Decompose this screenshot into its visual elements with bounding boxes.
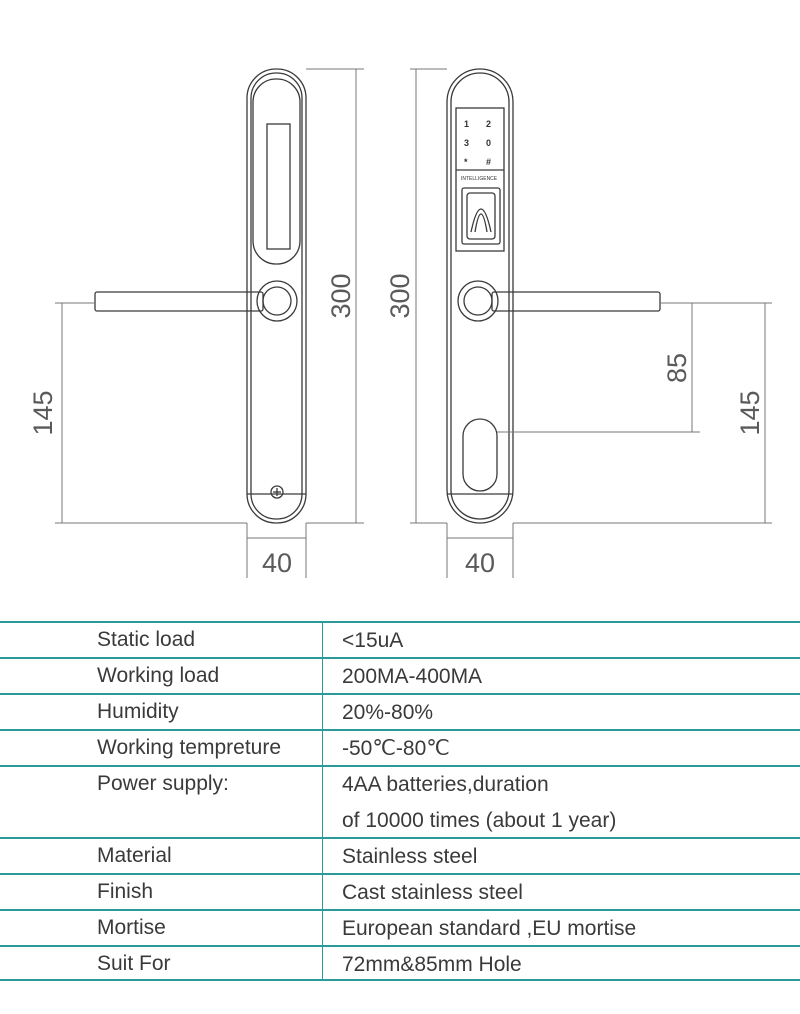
spec-key: Suit For — [97, 952, 171, 975]
spec-value: Stainless steel — [342, 845, 478, 868]
right-height-dimension: 300 — [385, 273, 415, 319]
left-lock-body — [247, 69, 306, 523]
right-handle — [458, 281, 660, 321]
left-width-dimension: 40 — [261, 548, 293, 578]
spec-key: Material — [97, 844, 172, 867]
spec-key: Working tempreture — [97, 736, 282, 759]
right-lock-body — [447, 69, 513, 523]
keypad-key: 3 — [464, 138, 470, 148]
spec-row — [0, 873, 800, 909]
spec-key: Finish — [97, 880, 154, 903]
spec-value: European standard ,EU mortise — [342, 917, 637, 940]
keypad-key: 2 — [486, 119, 492, 129]
right-width-dimension: 40 — [464, 548, 496, 578]
left-handle-offset-dimension: 145 — [28, 390, 58, 436]
keyhole-offset-dimension: 85 — [662, 352, 692, 384]
spec-row — [0, 765, 800, 837]
spec-value: 72mm&85mm Hole — [342, 953, 522, 976]
spec-key: Working load — [97, 664, 220, 687]
keypad-key: * — [464, 157, 468, 167]
spec-row — [0, 693, 800, 729]
spec-row — [0, 945, 800, 981]
spec-key: Humidity — [97, 700, 179, 723]
spec-key: Static load — [97, 628, 196, 651]
spec-key: Mortise — [97, 916, 166, 939]
dimension-lines — [55, 69, 772, 578]
spec-value: 4AA batteries,duration — [342, 773, 549, 796]
spec-row — [0, 657, 800, 693]
spec-key: Power supply: — [97, 772, 229, 795]
brand-label: INTELLIGENCE — [461, 176, 498, 182]
spec-value: 20%-80% — [342, 701, 434, 724]
left-screw-icon — [271, 486, 283, 498]
keyhole-slot — [463, 419, 497, 491]
spec-row — [0, 729, 800, 765]
spec-table — [0, 621, 800, 981]
spec-row — [0, 837, 800, 873]
left-handle — [95, 281, 297, 321]
spec-value: <15uA — [342, 629, 404, 652]
spec-value: 200MA-400MA — [342, 665, 483, 688]
spec-row — [0, 621, 800, 657]
keypad-key: 0 — [486, 138, 492, 148]
spec-row — [0, 909, 800, 945]
right-handle-offset-dimension: 145 — [735, 390, 765, 436]
left-height-dimension: 300 — [326, 273, 356, 319]
keypad-key: # — [486, 157, 492, 167]
spec-value: Cast stainless steel — [342, 881, 523, 904]
keypad-key: 1 — [464, 119, 470, 129]
spec-value: -50℃-80℃ — [342, 737, 450, 760]
spec-value-continued: of 10000 times (about 1 year) — [342, 809, 617, 832]
fingerprint-reader-icon — [462, 188, 500, 244]
